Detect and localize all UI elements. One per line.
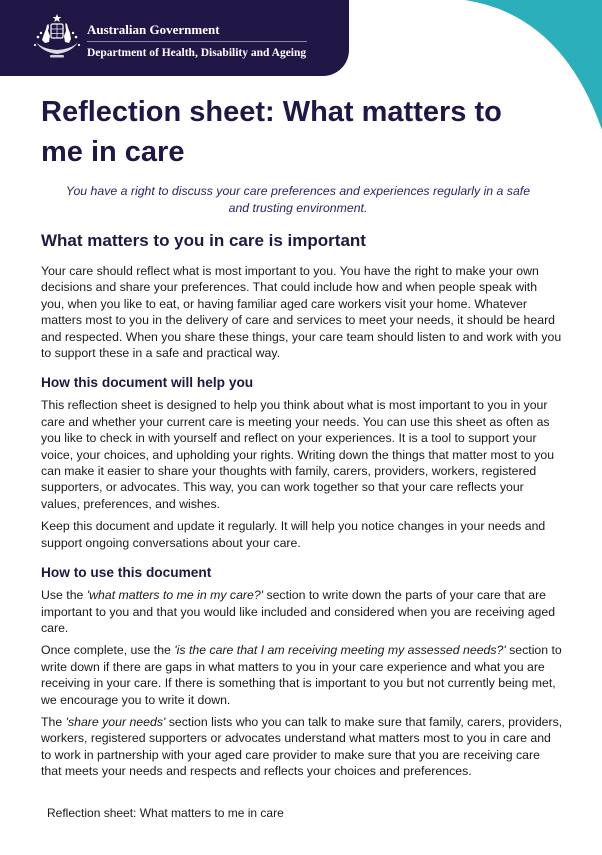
paragraph-text: section lists who you can talk to make sure that family, carers, providers, workers, registered supporters or advocates understand what matters most to you in care and to work in partnership with your aged care provider to make sure that you are receiving care that meets your needs and respects and reflects your choices and preferences. <box>41 714 563 779</box>
section-paragraph: This reflection sheet is designed to help you think about what is most important to you in your care and whether your current care is meeting your needs. You can use this sheet as often as you like to check in with yourself and reflect on your experiences. It is a tool to support your voice, your choices, and upholding your rights. Writing down the things that matter most to you can make it easier to share your thoughts with family, carers, providers, workers, registered supporters, or advocates. This way, you can work together so that your care reflects your values, preferences, and wishes. <box>41 398 555 511</box>
section-heading: What matters to you in care is important <box>41 231 366 250</box>
government-branding <box>87 22 307 60</box>
coat-of-arms-icon <box>30 12 86 60</box>
paragraph-text: Once complete, use the <box>41 643 175 658</box>
section-heading: How this document will help you <box>41 375 254 391</box>
section-paragraph <box>41 587 563 636</box>
paragraph-text: Use the <box>41 588 87 603</box>
section-paragraph <box>41 714 563 780</box>
government-name: Australian Government <box>87 22 307 42</box>
section-reference: 'is the care that I am receiving meeting my assessed needs?' <box>174 643 506 658</box>
paragraph-text: The <box>41 714 66 729</box>
paragraph-text: section to write down the parts of your care that are important to you and that you would like included and considered when you are receiving aged care. <box>41 588 556 635</box>
section-paragraph: Keep this document and update it regularly. It will help you notice changes in your needs and support ongoing conversations about your care. <box>41 519 546 550</box>
section-what-matters <box>41 230 563 361</box>
department-name: Department of Health, Disability and Ageing <box>87 47 307 59</box>
section-reference: 'share your needs' <box>65 714 166 729</box>
section-heading: How to use this document <box>41 565 212 581</box>
document-body <box>41 230 563 786</box>
intro-statement: You have a right to discuss your care preferences and experiences regularly in a safe and trusting environment. <box>65 184 531 215</box>
section-paragraph: Your care should reflect what is most important to you. You have the right to make your own decisions and share your preferences. That could include how and when people speak with you, when you like to eat, or having familiar aged care workers visit your home. Whatever matters most to you in the delivery of care and services to meet your needs, it should be heard and respected. When you share these things, your care team should listen to and work with you to support these in a safe and practical way. <box>41 264 562 361</box>
footer-document-title: Reflection sheet: What matters to me in care <box>47 806 284 820</box>
section-reference: 'what matters to me in my care?' <box>86 588 264 603</box>
page-title: Reflection sheet: What matters to me in care <box>41 96 502 168</box>
government-header-banner <box>0 0 349 76</box>
section-paragraph <box>41 642 563 708</box>
paragraph-text: section to write down if there are gaps in what matters to you in your care experience and what you are receiving in your care. If there is something that is important to you but not currently being met, we encourage you to write it down. <box>41 643 562 707</box>
section-how-document-helps <box>41 373 563 551</box>
section-how-to-use <box>41 563 563 779</box>
